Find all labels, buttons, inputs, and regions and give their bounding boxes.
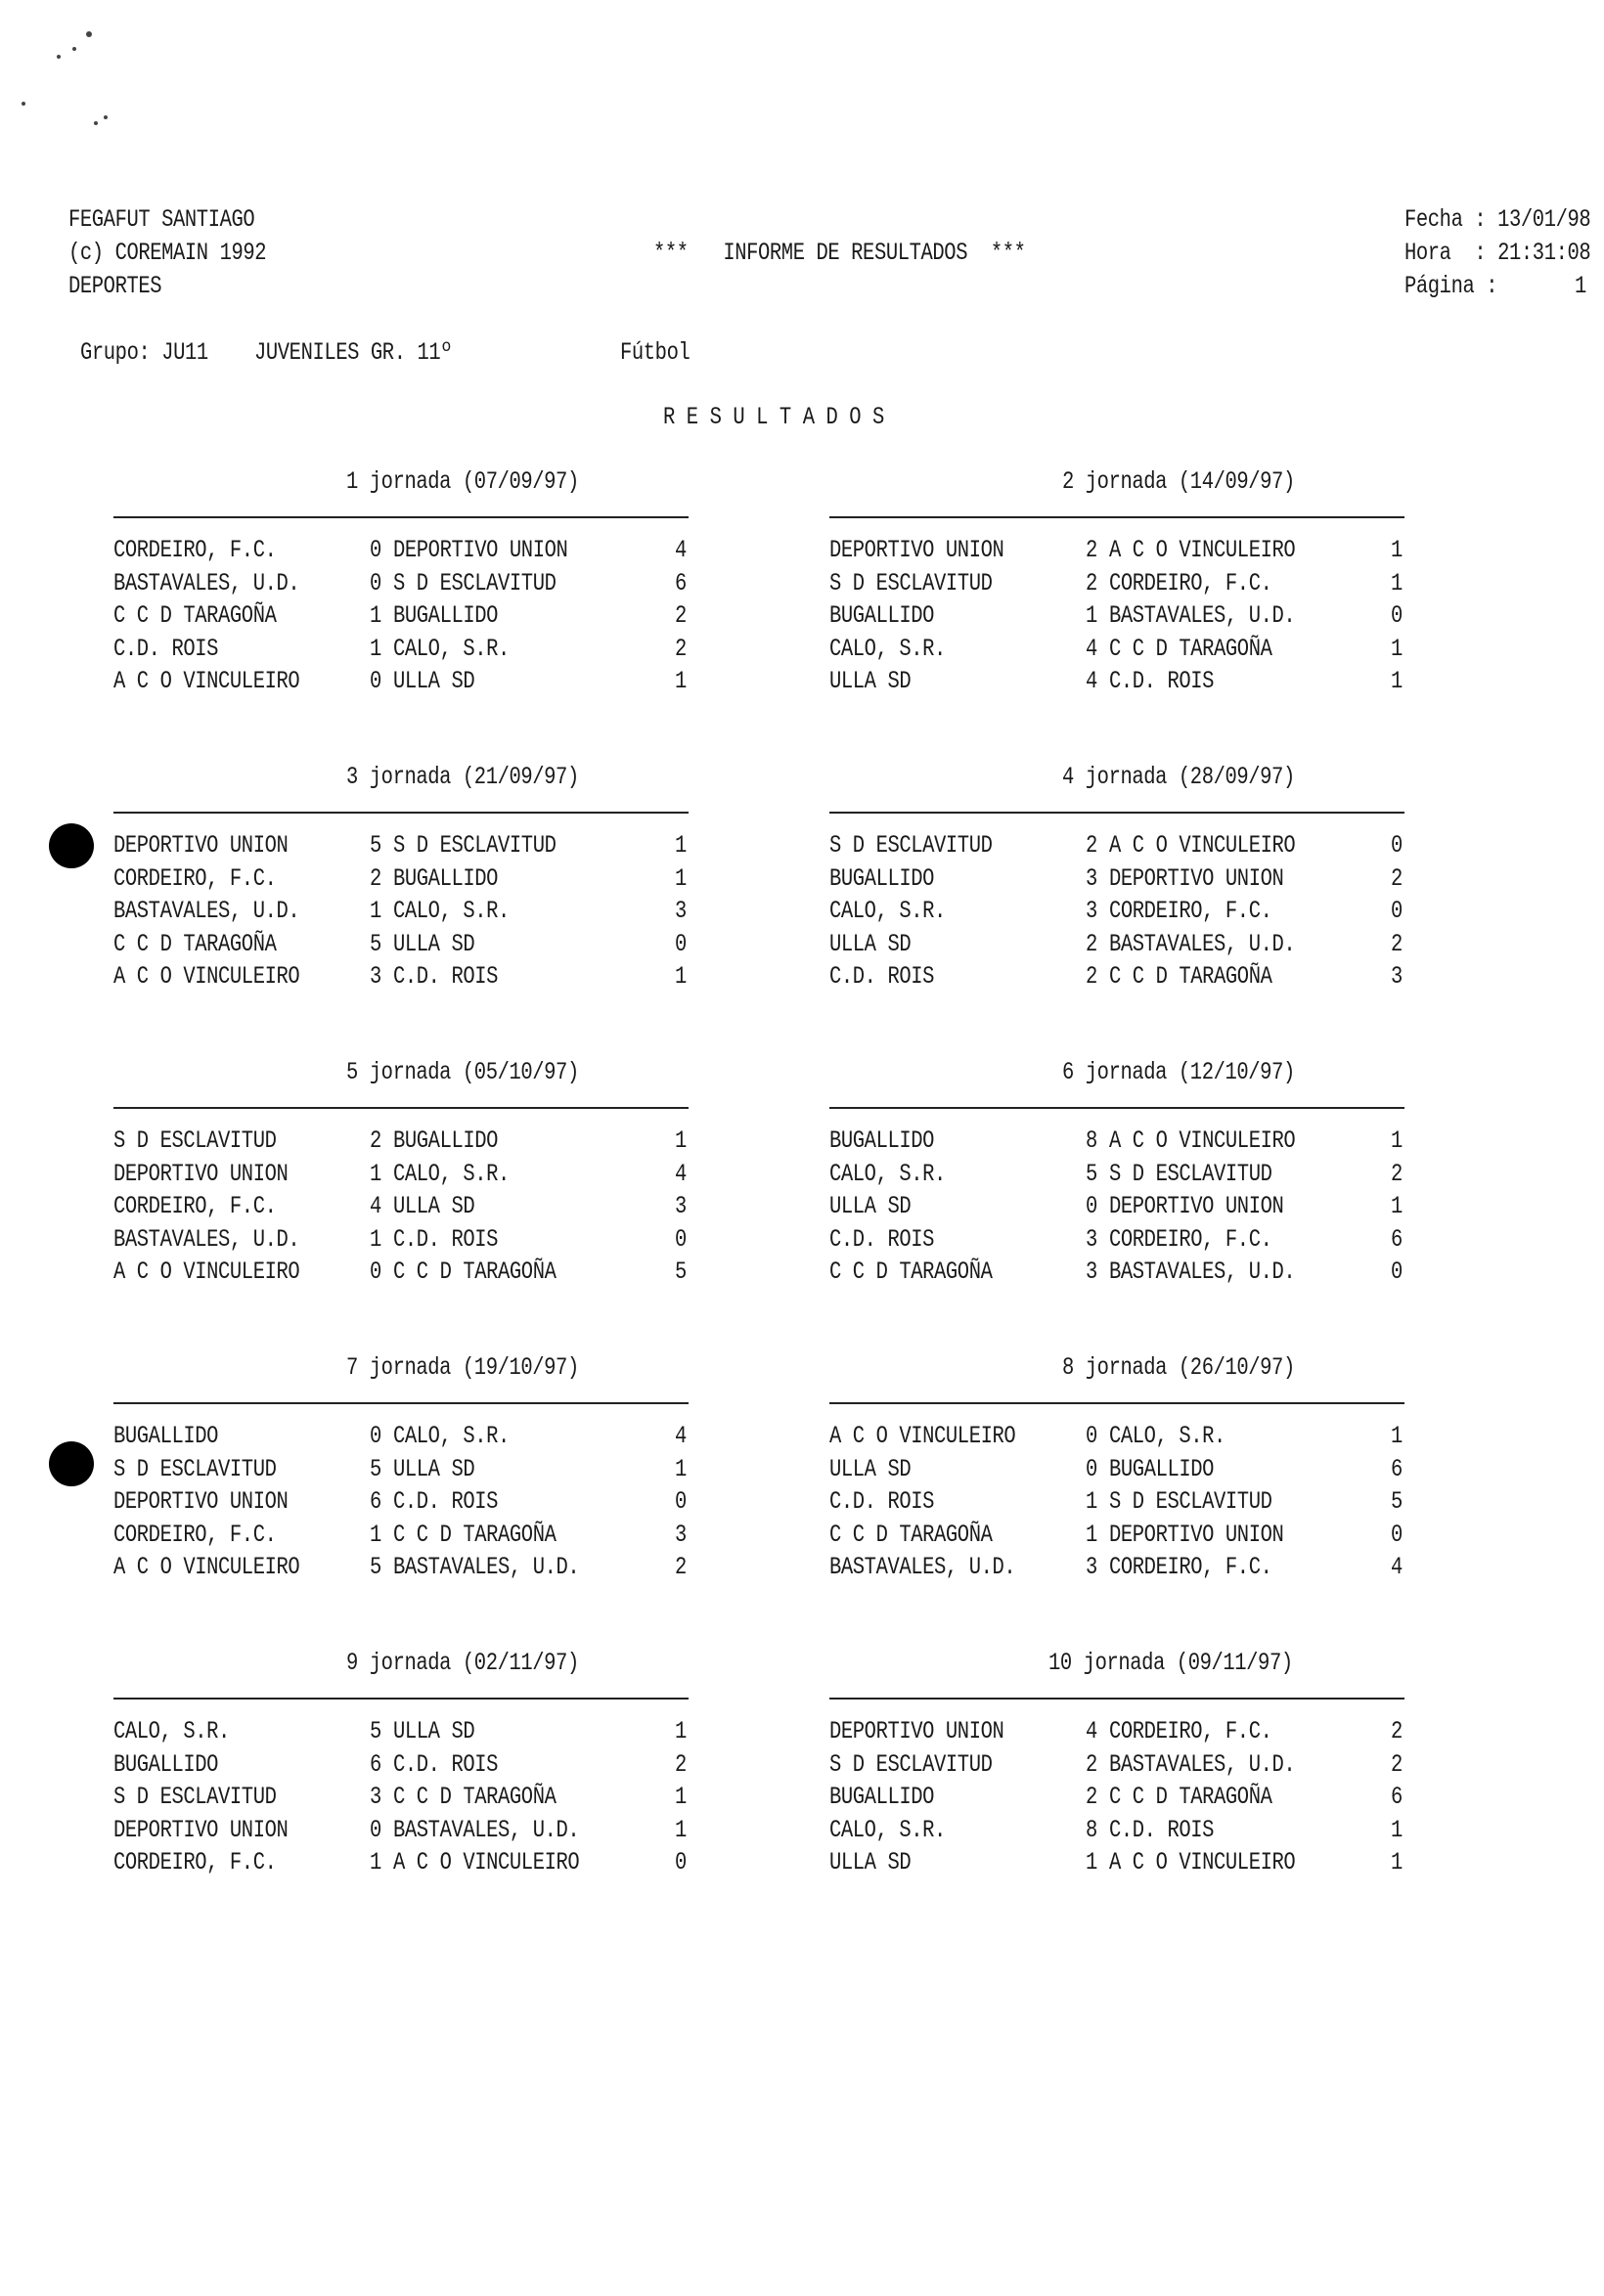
away-team: CORDEIRO, F.C. xyxy=(1109,1553,1272,1581)
jornada-divider xyxy=(113,1698,689,1700)
home-team: C.D. ROIS xyxy=(829,1487,935,1516)
home-team: DEPORTIVO UNION xyxy=(829,536,1004,564)
away-score: 4 xyxy=(675,536,687,564)
jornada-divider xyxy=(829,812,1404,814)
home-team: C.D. ROIS xyxy=(829,962,935,991)
home-team: BASTAVALES, U.D. xyxy=(113,568,300,597)
away-score: 1 xyxy=(1391,1848,1403,1877)
away-score: 1 xyxy=(1391,667,1403,695)
home-team: DEPORTIVO UNION xyxy=(829,1717,1004,1745)
home-score: 3 xyxy=(1086,1224,1097,1254)
home-score: 3 xyxy=(1086,897,1097,925)
away-score: 1 xyxy=(675,1126,687,1155)
away-team: S D ESCLAVITUD xyxy=(1109,1487,1272,1516)
away-score: 0 xyxy=(1391,897,1403,925)
away-team: A C O VINCULEIRO xyxy=(393,1848,580,1877)
jornada-title: 3 jornada (21/09/97) xyxy=(346,763,579,791)
away-team: S D ESCLAVITUD xyxy=(1109,1159,1272,1188)
away-score: 1 xyxy=(675,962,687,991)
away-team: BUGALLIDO xyxy=(1109,1454,1215,1483)
grupo-sport: Fútbol xyxy=(620,338,691,367)
away-score: 3 xyxy=(675,897,687,925)
away-score: 3 xyxy=(675,1520,687,1549)
grupo-label: Grupo: JU11 xyxy=(80,338,208,367)
away-team: BASTAVALES, U.D. xyxy=(1109,1258,1296,1286)
jornada-title: 6 jornada (12/10/97) xyxy=(1062,1058,1295,1086)
home-team: A C O VINCULEIRO xyxy=(113,962,300,991)
away-score: 1 xyxy=(1391,536,1403,564)
scan-speck xyxy=(86,31,92,37)
home-score: 0 xyxy=(370,1815,381,1844)
away-team: C.D. ROIS xyxy=(393,962,499,991)
jornada-divider xyxy=(113,1107,689,1109)
away-score: 1 xyxy=(675,1454,687,1483)
scan-speck xyxy=(104,115,108,119)
header-fecha: Fecha : 13/01/98 xyxy=(1404,205,1591,234)
home-team: BASTAVALES, U.D. xyxy=(829,1553,1016,1581)
home-score: 5 xyxy=(370,1454,381,1483)
home-score: 1 xyxy=(1086,1520,1097,1549)
away-team: ULLA SD xyxy=(393,1192,475,1220)
away-score: 0 xyxy=(675,1848,687,1877)
away-score: 1 xyxy=(675,831,687,860)
jornada-title: 9 jornada (02/11/97) xyxy=(346,1649,579,1677)
away-team: C C D TARAGOÑA xyxy=(393,1783,557,1811)
home-team: BASTAVALES, U.D. xyxy=(113,897,300,925)
home-score: 0 xyxy=(370,568,381,597)
home-team: S D ESCLAVITUD xyxy=(113,1783,277,1811)
away-team: CORDEIRO, F.C. xyxy=(1109,1717,1272,1745)
jornada-divider xyxy=(829,1107,1404,1109)
home-score: 2 xyxy=(1086,1749,1097,1779)
away-score: 2 xyxy=(675,1553,687,1581)
away-team: BASTAVALES, U.D. xyxy=(1109,1749,1296,1779)
away-score: 4 xyxy=(675,1422,687,1450)
home-score: 2 xyxy=(1086,536,1097,564)
home-score: 3 xyxy=(370,1783,381,1811)
away-team: CORDEIRO, F.C. xyxy=(1109,897,1272,925)
home-team: A C O VINCULEIRO xyxy=(829,1422,1016,1450)
away-team: C C D TARAGOÑA xyxy=(1109,1783,1272,1811)
away-score: 6 xyxy=(1391,1783,1403,1811)
home-score: 1 xyxy=(370,601,381,630)
home-score: 1 xyxy=(1086,1487,1097,1516)
home-score: 1 xyxy=(370,1159,381,1188)
header-pagina-value: 1 xyxy=(1575,272,1586,300)
home-team: C.D. ROIS xyxy=(113,634,219,663)
away-score: 0 xyxy=(675,1224,687,1254)
home-team: CALO, S.R. xyxy=(113,1717,230,1745)
section-title: R E S U L T A D O S xyxy=(663,403,884,431)
scan-speck xyxy=(72,47,76,51)
home-team: CALO, S.R. xyxy=(829,897,946,925)
jornada-divider xyxy=(829,1402,1404,1404)
home-team: C C D TARAGOÑA xyxy=(829,1258,993,1286)
away-team: S D ESCLAVITUD xyxy=(393,568,557,597)
away-team: BASTAVALES, U.D. xyxy=(1109,929,1296,958)
home-team: C.D. ROIS xyxy=(829,1224,935,1254)
away-score: 1 xyxy=(675,863,687,893)
home-score: 0 xyxy=(370,1258,381,1286)
away-score: 1 xyxy=(1391,1192,1403,1220)
home-score: 8 xyxy=(1086,1815,1097,1844)
home-score: 1 xyxy=(370,897,381,925)
away-team: A C O VINCULEIRO xyxy=(1109,1848,1296,1877)
home-score: 1 xyxy=(370,1520,381,1549)
away-team: BUGALLIDO xyxy=(393,1126,499,1155)
away-score: 2 xyxy=(675,634,687,663)
jornada-divider xyxy=(113,812,689,814)
home-score: 5 xyxy=(1086,1159,1097,1188)
away-score: 1 xyxy=(1391,1815,1403,1844)
home-team: CORDEIRO, F.C. xyxy=(113,1520,277,1549)
home-score: 5 xyxy=(370,831,381,860)
header-org: FEGAFUT SANTIAGO xyxy=(68,205,255,234)
home-score: 2 xyxy=(1086,962,1097,991)
away-score: 0 xyxy=(1391,831,1403,860)
home-team: CALO, S.R. xyxy=(829,634,946,663)
home-team: C C D TARAGOÑA xyxy=(113,601,277,630)
away-team: C.D. ROIS xyxy=(393,1224,499,1254)
home-team: CALO, S.R. xyxy=(829,1159,946,1188)
away-score: 0 xyxy=(675,1487,687,1516)
away-score: 6 xyxy=(1391,1224,1403,1254)
away-score: 0 xyxy=(1391,1520,1403,1549)
jornada-divider xyxy=(829,516,1404,518)
home-team: S D ESCLAVITUD xyxy=(829,568,993,597)
away-score: 1 xyxy=(1391,568,1403,597)
home-team: CORDEIRO, F.C. xyxy=(113,1192,277,1220)
away-team: CORDEIRO, F.C. xyxy=(1109,568,1272,597)
home-team: DEPORTIVO UNION xyxy=(113,1487,289,1516)
home-score: 4 xyxy=(1086,1717,1097,1745)
away-score: 5 xyxy=(1391,1487,1403,1516)
home-score: 1 xyxy=(1086,1848,1097,1877)
home-score: 1 xyxy=(370,1224,381,1254)
away-score: 2 xyxy=(1391,929,1403,958)
away-team: C.D. ROIS xyxy=(1109,667,1215,695)
home-team: BASTAVALES, U.D. xyxy=(113,1224,300,1254)
jornada-title: 4 jornada (28/09/97) xyxy=(1062,763,1295,791)
home-score: 0 xyxy=(1086,1192,1097,1220)
home-score: 3 xyxy=(1086,1553,1097,1581)
home-score: 2 xyxy=(370,1126,381,1155)
home-team: CORDEIRO, F.C. xyxy=(113,863,277,893)
home-score: 6 xyxy=(370,1487,381,1516)
home-score: 2 xyxy=(1086,1783,1097,1811)
away-team: C C D TARAGOÑA xyxy=(393,1258,557,1286)
away-score: 1 xyxy=(675,1783,687,1811)
away-score: 1 xyxy=(675,1717,687,1745)
home-team: ULLA SD xyxy=(829,1454,912,1483)
jornada-divider xyxy=(113,516,689,518)
home-score: 0 xyxy=(370,1422,381,1450)
scan-speck xyxy=(22,102,25,106)
grupo-name: JUVENILES GR. 11º xyxy=(254,338,453,367)
home-team: BUGALLIDO xyxy=(113,1422,219,1450)
away-team: C.D. ROIS xyxy=(393,1487,499,1516)
away-team: BUGALLIDO xyxy=(393,863,499,893)
home-team: ULLA SD xyxy=(829,1192,912,1220)
header-copyright: (c) COREMAIN 1992 xyxy=(68,239,267,267)
header-pagina-label: Página : xyxy=(1404,272,1498,300)
home-team: CORDEIRO, F.C. xyxy=(113,1848,277,1877)
away-score: 0 xyxy=(675,929,687,958)
away-team: C.D. ROIS xyxy=(393,1749,499,1779)
home-score: 3 xyxy=(1086,1258,1097,1286)
home-score: 2 xyxy=(370,863,381,893)
away-team: C.D. ROIS xyxy=(1109,1815,1215,1844)
home-team: BUGALLIDO xyxy=(829,863,935,893)
home-team: DEPORTIVO UNION xyxy=(113,831,289,860)
home-team: A C O VINCULEIRO xyxy=(113,1258,300,1286)
home-score: 2 xyxy=(1086,568,1097,597)
away-team: ULLA SD xyxy=(393,1717,475,1745)
home-score: 2 xyxy=(1086,831,1097,860)
away-team: CALO, S.R. xyxy=(393,897,510,925)
jornada-title: 7 jornada (19/10/97) xyxy=(346,1353,579,1382)
away-team: A C O VINCULEIRO xyxy=(1109,536,1296,564)
home-score: 5 xyxy=(370,1717,381,1745)
home-score: 3 xyxy=(1086,863,1097,893)
away-team: DEPORTIVO UNION xyxy=(1109,1520,1284,1549)
away-score: 1 xyxy=(1391,1126,1403,1155)
away-team: BASTAVALES, U.D. xyxy=(1109,601,1296,630)
jornada-title: 8 jornada (26/10/97) xyxy=(1062,1353,1295,1382)
jornada-title: 10 jornada (09/11/97) xyxy=(1048,1649,1293,1677)
away-team: DEPORTIVO UNION xyxy=(1109,863,1284,893)
home-team: DEPORTIVO UNION xyxy=(113,1815,289,1844)
away-team: S D ESCLAVITUD xyxy=(393,831,557,860)
home-score: 0 xyxy=(1086,1422,1097,1450)
away-score: 2 xyxy=(675,601,687,630)
away-score: 1 xyxy=(675,1815,687,1844)
home-score: 2 xyxy=(1086,929,1097,958)
home-score: 4 xyxy=(1086,634,1097,663)
home-team: S D ESCLAVITUD xyxy=(829,1749,993,1779)
home-team: DEPORTIVO UNION xyxy=(113,1159,289,1188)
home-score: 0 xyxy=(370,536,381,564)
scan-speck xyxy=(94,121,98,125)
scan-speck xyxy=(57,55,61,59)
home-team: C C D TARAGOÑA xyxy=(113,929,277,958)
away-team: CORDEIRO, F.C. xyxy=(1109,1224,1272,1254)
away-team: ULLA SD xyxy=(393,1454,475,1483)
punch-hole xyxy=(49,1441,94,1486)
jornada-divider xyxy=(113,1402,689,1404)
away-team: C C D TARAGOÑA xyxy=(1109,962,1272,991)
away-team: BASTAVALES, U.D. xyxy=(393,1815,580,1844)
home-team: BUGALLIDO xyxy=(829,601,935,630)
away-score: 6 xyxy=(1391,1454,1403,1483)
jornada-divider xyxy=(829,1698,1404,1700)
away-score: 2 xyxy=(1391,1717,1403,1745)
home-team: ULLA SD xyxy=(829,929,912,958)
away-team: CALO, S.R. xyxy=(1109,1422,1225,1450)
jornada-title: 5 jornada (05/10/97) xyxy=(346,1058,579,1086)
home-score: 1 xyxy=(370,634,381,663)
home-score: 1 xyxy=(1086,601,1097,630)
away-score: 4 xyxy=(675,1159,687,1188)
away-score: 1 xyxy=(1391,634,1403,663)
away-team: A C O VINCULEIRO xyxy=(1109,831,1296,860)
home-team: S D ESCLAVITUD xyxy=(113,1454,277,1483)
header-hora: Hora : 21:31:08 xyxy=(1404,239,1591,267)
home-team: ULLA SD xyxy=(829,1848,912,1877)
away-team: DEPORTIVO UNION xyxy=(1109,1192,1284,1220)
home-team: BUGALLIDO xyxy=(829,1126,935,1155)
away-team: DEPORTIVO UNION xyxy=(393,536,568,564)
home-team: CALO, S.R. xyxy=(829,1815,946,1844)
away-team: A C O VINCULEIRO xyxy=(1109,1126,1296,1155)
away-team: C C D TARAGOÑA xyxy=(1109,634,1272,663)
home-team: S D ESCLAVITUD xyxy=(113,1126,277,1155)
home-team: ULLA SD xyxy=(829,667,912,695)
home-team: S D ESCLAVITUD xyxy=(829,831,993,860)
home-score: 5 xyxy=(370,1553,381,1581)
away-score: 4 xyxy=(1391,1553,1403,1581)
home-score: 3 xyxy=(370,962,381,991)
home-score: 4 xyxy=(1086,667,1097,695)
away-team: BASTAVALES, U.D. xyxy=(393,1553,580,1581)
jornada-title: 2 jornada (14/09/97) xyxy=(1062,467,1295,496)
home-score: 8 xyxy=(1086,1126,1097,1155)
away-team: ULLA SD xyxy=(393,929,475,958)
header-dept: DEPORTES xyxy=(68,272,162,300)
away-score: 2 xyxy=(1391,863,1403,893)
home-team: A C O VINCULEIRO xyxy=(113,667,300,695)
away-team: C C D TARAGOÑA xyxy=(393,1520,557,1549)
home-team: BUGALLIDO xyxy=(113,1749,219,1779)
home-team: CORDEIRO, F.C. xyxy=(113,536,277,564)
away-score: 2 xyxy=(675,1749,687,1779)
away-score: 0 xyxy=(1391,1258,1403,1286)
jornada-title: 1 jornada (07/09/97) xyxy=(346,467,579,496)
away-score: 0 xyxy=(1391,601,1403,630)
away-score: 3 xyxy=(675,1192,687,1220)
away-score: 2 xyxy=(1391,1159,1403,1188)
home-score: 1 xyxy=(370,1848,381,1877)
home-score: 0 xyxy=(1086,1454,1097,1483)
home-score: 4 xyxy=(370,1192,381,1220)
report-title: *** INFORME DE RESULTADOS *** xyxy=(653,239,1026,267)
away-score: 5 xyxy=(675,1258,687,1286)
away-team: CALO, S.R. xyxy=(393,1159,510,1188)
away-score: 6 xyxy=(675,568,687,597)
home-score: 5 xyxy=(370,929,381,958)
punch-hole xyxy=(49,823,94,868)
away-score: 3 xyxy=(1391,962,1403,991)
away-score: 1 xyxy=(675,667,687,695)
away-score: 1 xyxy=(1391,1422,1403,1450)
away-team: CALO, S.R. xyxy=(393,1422,510,1450)
home-team: BUGALLIDO xyxy=(829,1783,935,1811)
away-team: ULLA SD xyxy=(393,667,475,695)
home-score: 0 xyxy=(370,667,381,695)
home-team: A C O VINCULEIRO xyxy=(113,1553,300,1581)
home-team: C C D TARAGOÑA xyxy=(829,1520,993,1549)
away-team: BUGALLIDO xyxy=(393,601,499,630)
home-score: 6 xyxy=(370,1749,381,1779)
away-score: 2 xyxy=(1391,1749,1403,1779)
away-team: CALO, S.R. xyxy=(393,634,510,663)
